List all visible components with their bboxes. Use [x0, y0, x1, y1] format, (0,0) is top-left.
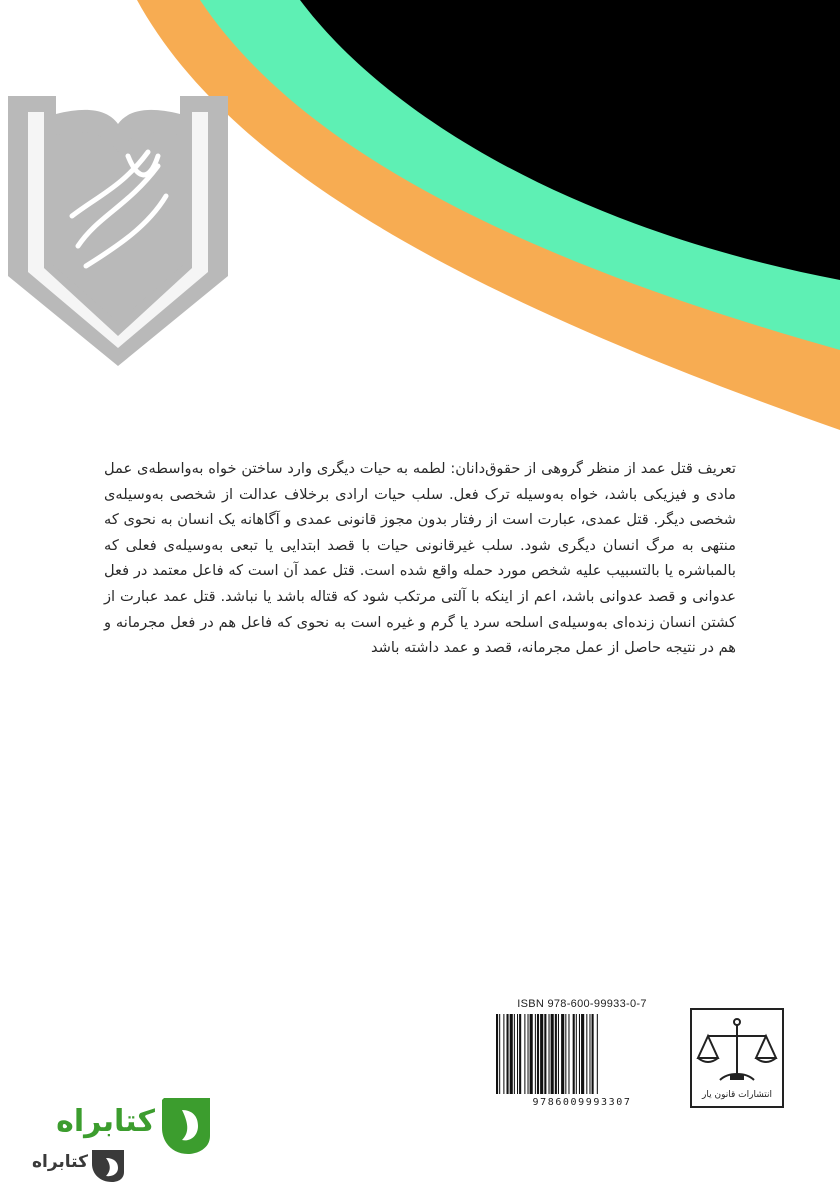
store-name-main: کتابراه — [56, 1104, 155, 1139]
back-cover-blurb: تعریف قتل عمد از منظر گروهی از حقوق‌دانان: لطمه به حیات دیگری وارد ساختن خواه به‌واسطه‌ی عمل مادی و فیزیکی باشد، خواه به‌وسیله ترک فعل. سلب حیات ارادی برخلاف عدالت از شخصی به‌وسیله‌ی شخصی دیگر. قتل عمدی، عبارت است از رفتار بدون مجوز قانونی عمدی و آگاهانه یک انسان به نحوی که منتهی به مرگ انسان دیگری شود. سلب غیرقانونی حیات با قصد ابتدایی یا تبعی به‌وسیله‌ی فعلی که بالمباشره یا بالتسبیب علیه شخص مورد حمله واقع شده است. قتل عمد آن است که فاعل معتمد در فعل عدوانی و قصد عدوانی باشد، اعم از اینکه با آلتی مرتکب شود که قتاله باشد یا نباشد. قتل عمد عبارت از کشتن انسان زنده‌ای به‌وسیله‌ی اسلحه سرد یا گرم و غیره است به نحوی که فاعل هم در فعل مجرمانه و هم در نتیجه حاصل از عمل مجرمانه، قصد و عمد داشته باشد — [104, 460, 736, 657]
barcode-digits: 9786009993307 — [532, 1097, 632, 1108]
publisher-name: انتشارات قانون یار — [702, 1090, 772, 1100]
publisher-book-emblem — [8, 96, 228, 366]
store-name-small: کتابراه — [31, 1152, 88, 1172]
isbn-barcode — [494, 1014, 670, 1096]
isbn-label: ISBN 978-600-99933-0-7 — [517, 998, 647, 1010]
store-small-icon — [88, 1146, 128, 1184]
